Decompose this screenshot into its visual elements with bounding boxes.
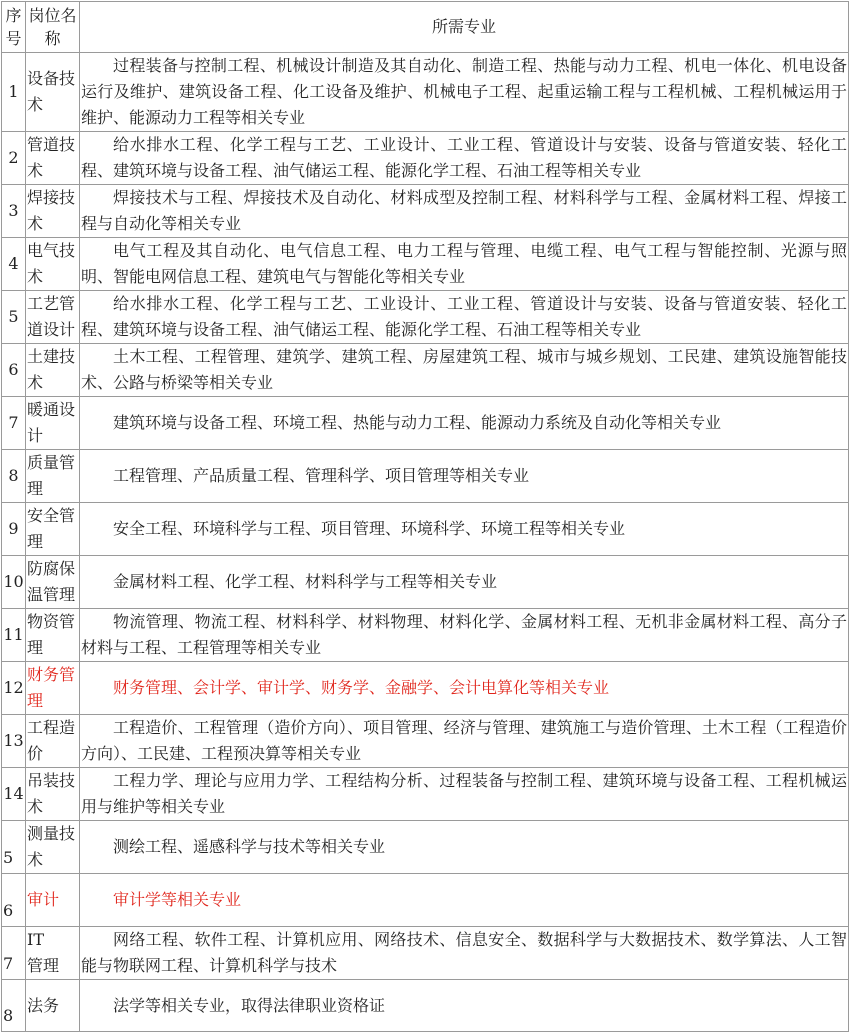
- required-majors: 焊接技术与工程、焊接技术及自动化、材料成型及控制工程、材料科学与工程、金属材料工程、焊接工程与自动化等相关专业: [80, 185, 849, 238]
- table-row: [2, 768, 849, 821]
- position-name: 暖通设计: [26, 397, 80, 450]
- required-majors: 网络工程、软件工程、计算机应用、网络技术、信息安全、数据科学与大数据技术、数学算法、人工智能与物联网工程、计算机科学与技术: [80, 927, 849, 980]
- table-row: [2, 927, 849, 980]
- position-name: 电气技术: [26, 238, 80, 291]
- required-majors: 给水排水工程、化学工程与工艺、工业设计、工业工程、管道设计与安装、设备与管道安装、轻化工程、建筑环境与设备工程、油气储运工程、能源化学工程、石油工程等相关专业: [80, 132, 849, 185]
- row-number: 7: [2, 397, 26, 450]
- table-row: [2, 662, 849, 715]
- row-number: 6: [2, 344, 26, 397]
- table-row: [2, 503, 849, 556]
- table-row: [2, 874, 849, 927]
- position-name: 工程造价: [26, 715, 80, 768]
- table-row: [2, 556, 849, 609]
- header-major: 所需专业: [80, 2, 849, 53]
- required-majors: 安全工程、环境科学与工程、项目管理、环境科学、环境工程等相关专业: [80, 503, 849, 556]
- required-majors: 金属材料工程、化学工程、材料科学与工程等相关专业: [80, 556, 849, 609]
- table-row: [2, 450, 849, 503]
- table-row: [2, 291, 849, 344]
- required-majors: 土木工程、工程管理、建筑学、建筑工程、房屋建筑工程、城市与城乡规划、工民建、建筑设施智能技术、公路与桥梁等相关专业: [80, 344, 849, 397]
- required-majors: 法学等相关专业，取得法律职业资格证: [80, 980, 849, 1032]
- row-number: 8: [2, 450, 26, 503]
- required-majors: 审计学等相关专业: [80, 874, 849, 927]
- position-name-part: 管理: [27, 956, 60, 975]
- table-row: [2, 185, 849, 238]
- required-majors: 物流管理、物流工程、材料科学、材料物理、材料化学、金属材料工程、无机非金属材料工程、高分子材料与工程、工程管理等相关专业: [80, 609, 849, 662]
- required-majors: 工程管理、产品质量工程、管理科学、项目管理等相关专业: [80, 450, 849, 503]
- header-name: 岗位名称: [26, 2, 80, 53]
- required-majors: 电气工程及其自动化、电气信息工程、电力工程与管理、电缆工程、电气工程与智能控制、光源与照明、智能电网信息工程、建筑电气与智能化等相关专业: [80, 238, 849, 291]
- position-name: 工艺管道设计: [26, 291, 80, 344]
- table-row: [2, 53, 849, 132]
- row-number: 4: [2, 238, 26, 291]
- position-name: 测量技术: [26, 821, 80, 874]
- row-number: 8: [2, 980, 26, 1032]
- required-majors: 给水排水工程、化学工程与工艺、工业设计、工业工程、管道设计与安装、设备与管道安装、轻化工程、建筑环境与设备工程、油气储运工程、能源化学工程、石油工程等相关专业: [80, 291, 849, 344]
- header-no: 序号: [2, 2, 26, 53]
- majors-table: [1, 1, 849, 1032]
- row-number: 9: [2, 503, 26, 556]
- position-name: 安全管理: [26, 503, 80, 556]
- row-number: 12: [2, 662, 26, 715]
- required-majors: 工程造价、工程管理（造价方向）、项目管理、经济与管理、建筑施工与造价管理、土木工程（工程造价方向）、工民建、工程预决算等相关专业: [80, 715, 849, 768]
- table-row: [2, 238, 849, 291]
- row-number: 10: [2, 556, 26, 609]
- table-row: [2, 132, 849, 185]
- table-row: [2, 609, 849, 662]
- row-number: 3: [2, 185, 26, 238]
- row-number: 5: [2, 291, 26, 344]
- row-number: 14: [2, 768, 26, 821]
- row-number: 11: [2, 609, 26, 662]
- position-name: 防腐保温管理: [26, 556, 80, 609]
- table-row: [2, 821, 849, 874]
- position-name: 物资管理: [26, 609, 80, 662]
- position-name: [26, 927, 80, 980]
- row-number: 1: [2, 53, 26, 132]
- required-majors: 财务管理、会计学、审计学、财务学、金融学、会计电算化等相关专业: [80, 662, 849, 715]
- position-name: 财务管理: [26, 662, 80, 715]
- required-majors: 建筑环境与设备工程、环境工程、热能与动力工程、能源动力系统及自动化等相关专业: [80, 397, 849, 450]
- row-number: 7: [2, 927, 26, 980]
- table-header-row: [2, 2, 849, 53]
- table-row: [2, 397, 849, 450]
- required-majors: 过程装备与控制工程、机械设计制造及其自动化、制造工程、热能与动力工程、机电一体化、机电设备运行及维护、建筑设备工程、化工设备及维护、机械电子工程、起重运输工程与工程机械、工程机械运用于维护、能源动力工程等相关专业: [80, 53, 849, 132]
- row-number: 6: [2, 874, 26, 927]
- position-name: 吊装技术: [26, 768, 80, 821]
- position-name: 管道技术: [26, 132, 80, 185]
- position-name-part: IT: [27, 930, 44, 949]
- table-row: [2, 980, 849, 1032]
- position-name: 土建技术: [26, 344, 80, 397]
- table-row: [2, 344, 849, 397]
- row-number: 5: [2, 821, 26, 874]
- required-majors: 工程力学、理论与应用力学、工程结构分析、过程装备与控制工程、建筑环境与设备工程、工程机械运用与维护等相关专业: [80, 768, 849, 821]
- position-name: 审计: [26, 874, 80, 927]
- row-number: 13: [2, 715, 26, 768]
- position-name: 质量管理: [26, 450, 80, 503]
- required-majors: 测绘工程、遥感科学与技术等相关专业: [80, 821, 849, 874]
- position-name: 设备技术: [26, 53, 80, 132]
- position-name: 法务: [26, 980, 80, 1032]
- table-row: [2, 715, 849, 768]
- row-number: 2: [2, 132, 26, 185]
- position-name: 焊接技术: [26, 185, 80, 238]
